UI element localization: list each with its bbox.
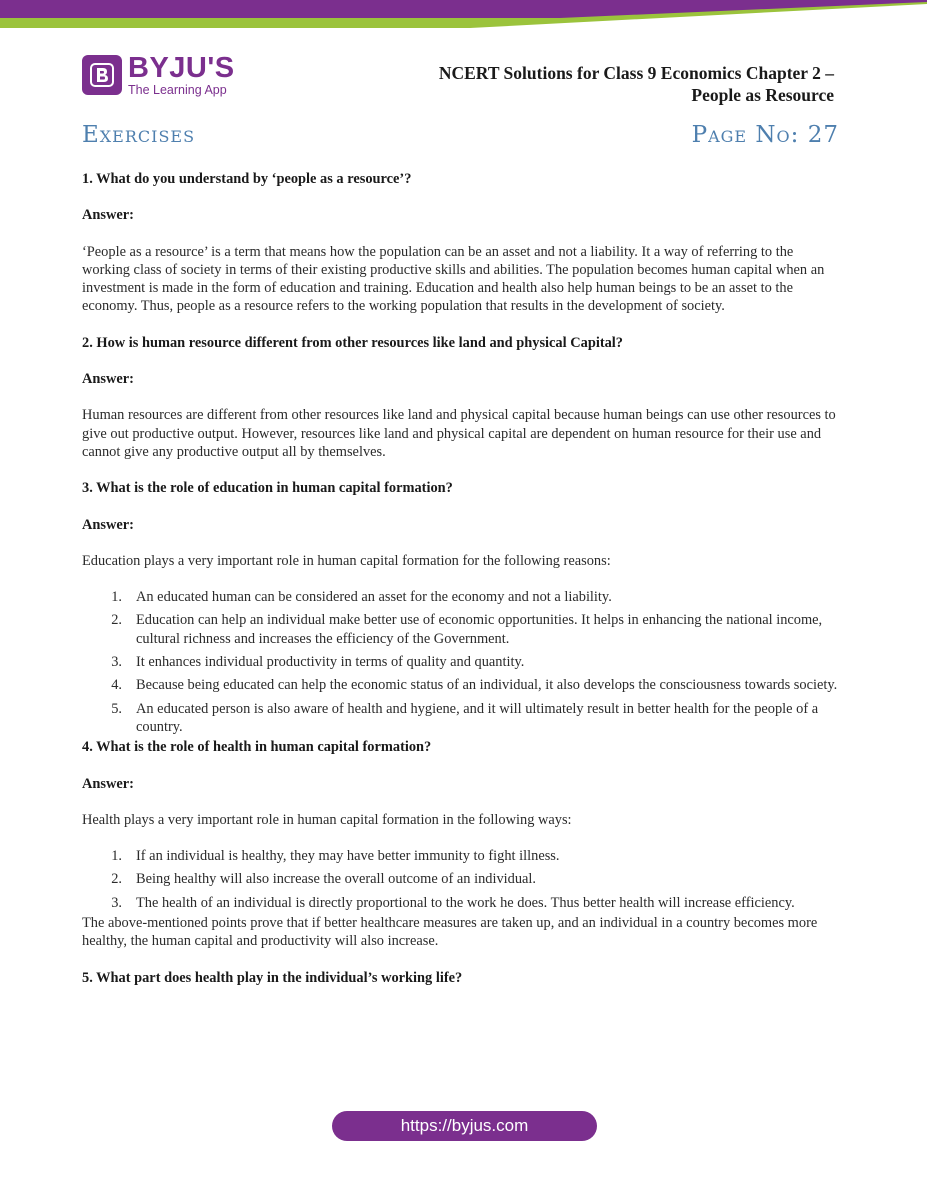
page-number: Page No: 27 [691, 122, 839, 148]
list-item [82, 653, 844, 671]
answer-4-intro: Health plays a very important role in human capital formation in the following ways: [82, 811, 572, 828]
answer-2-text: Human resources are different from other resources like land and physical capital because human beings can use other resources to give out productive output. However, resources like land and physical capital are dependent on human resource for their use and cannot give any productive output all by themselves. [82, 407, 836, 460]
list-item-number: 3. [111, 654, 122, 671]
answer-4-conclusion: The above-mentioned points prove that if better healthcare measures are taken up, and an individual in a country becomes more healthy, the human capital and productivity will also increase. [82, 915, 818, 950]
list-item-text: Education can help an individual make better use of economic opportunities. It helps in enhancing the national income, cultural richness and increases the efficiency of the Government. [136, 612, 823, 647]
answer-label-3: Answer: [82, 516, 134, 533]
list-item-number: 5. [111, 700, 122, 717]
logo-tagline: The Learning App [128, 82, 227, 97]
document-title-line-2: People as Resource [691, 85, 834, 105]
question-4: 4. What is the role of health in human capital formation? [82, 739, 432, 756]
list-item-text: An educated human can be considered an asset for the economy and not a liability. [136, 589, 612, 606]
list-item [82, 588, 844, 606]
list-item-number: 1. [111, 589, 122, 606]
byjus-logo [82, 52, 235, 98]
list-item-text: Being healthy will also increase the overall outcome of an individual. [136, 871, 537, 888]
list-item [82, 894, 844, 912]
list-item-text: The health of an individual is directly proportional to the work he does. Thus better health will increase efficiency. [136, 894, 795, 911]
question-5: 5. What part does health play in the individual’s working life? [82, 969, 463, 986]
document-body [82, 170, 844, 1005]
list-item-number: 3. [111, 894, 122, 911]
list-item-number: 1. [111, 848, 122, 865]
list-item [82, 611, 844, 648]
health-ways-list [82, 847, 844, 912]
answer-label-1: Answer: [82, 207, 134, 224]
list-item-number: 4. [111, 677, 122, 694]
document-title-line-1: NCERT Solutions for Class 9 Economics Chapter 2 – [438, 63, 834, 83]
question-3: 3. What is the role of education in human capital formation? [82, 480, 453, 497]
list-item [82, 870, 844, 888]
education-reasons-list [82, 588, 844, 736]
logo-brand-name: BYJU'S [128, 51, 235, 84]
answer-label-2: Answer: [82, 371, 134, 388]
answer-label-4: Answer: [82, 775, 134, 792]
list-item-text: If an individual is healthy, they may have better immunity to fight illness. [136, 848, 560, 865]
logo-b-icon [82, 55, 122, 95]
list-item-text: Because being educated can help the economic status of an individual, it also develops the consciousness towards society. [136, 677, 838, 694]
section-title: Exercises [82, 122, 196, 148]
list-item [82, 676, 844, 694]
list-item-text: An educated person is also aware of health and hygiene, and it will ultimately result in better health for the people of a country. [136, 700, 819, 735]
list-item-number: 2. [111, 871, 122, 888]
list-item [82, 847, 844, 865]
list-item [82, 700, 844, 737]
header-decorative-band [0, 0, 927, 32]
answer-3-intro: Education plays a very important role in human capital formation for the following reasons: [82, 552, 611, 569]
footer-website-link[interactable]: https://byjus.com [332, 1111, 597, 1141]
answer-1-text: ‘People as a resource’ is a term that means how the population can be an asset and not a liability. It a way of referring to the working class of society in terms of their existing productive skills and abilities. The population becomes human capital when an investment is made in the form of education and training. Education and health also help human beings to be an asset to the economy. Thus, people as a resource refers to the working population that results in the development of society. [82, 243, 825, 315]
document-title [439, 62, 834, 106]
question-2: 2. How is human resource different from other resources like land and physical Capital? [82, 334, 623, 351]
list-item-number: 2. [111, 612, 122, 629]
list-item-text: It enhances individual productivity in terms of quality and quantity. [136, 654, 525, 671]
question-1: 1. What do you understand by ‘people as a resource’? [82, 171, 412, 187]
